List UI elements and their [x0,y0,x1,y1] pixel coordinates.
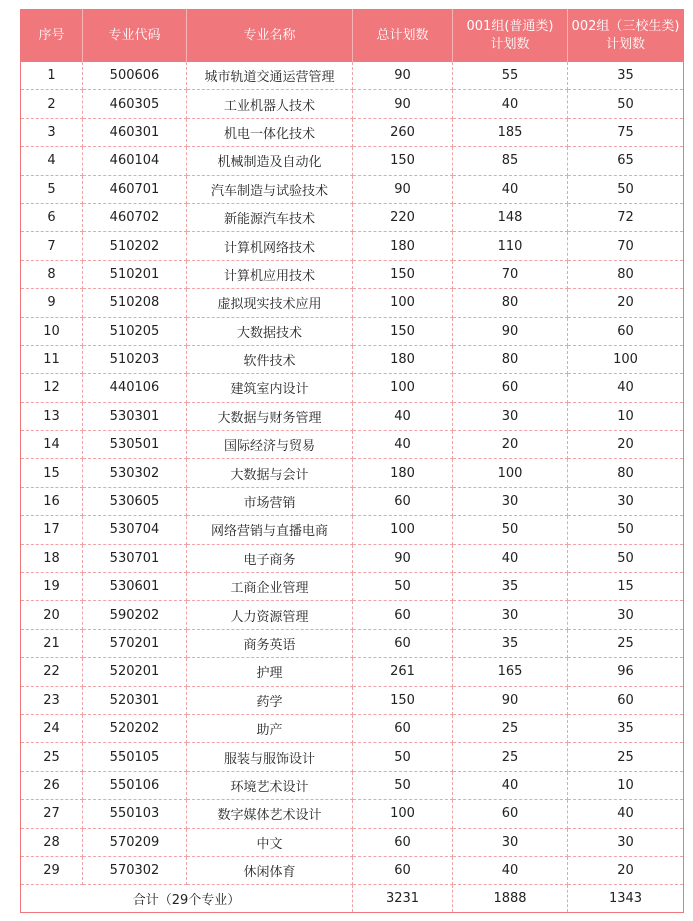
cell-group-002: 80 [568,260,684,288]
total-label: 合计（29个专业） [21,885,353,913]
cell-group-001: 60 [453,374,568,402]
cell-code: 530704 [83,516,187,544]
cell-code: 520201 [83,658,187,686]
cell-code: 590202 [83,601,187,629]
cell-seq: 18 [21,544,83,572]
cell-code: 530301 [83,402,187,430]
cell-total: 100 [353,516,453,544]
cell-seq: 26 [21,771,83,799]
cell-code: 460305 [83,90,187,118]
cell-name: 市场营销 [187,487,353,515]
cell-code: 500606 [83,62,187,90]
cell-group-002: 80 [568,459,684,487]
cell-name: 新能源汽车技术 [187,203,353,231]
cell-group-002: 25 [568,743,684,771]
header-group-002 [568,9,684,62]
cell-name: 助产 [187,714,353,742]
cell-group-002: 50 [568,175,684,203]
cell-seq: 27 [21,800,83,828]
cell-group-001: 90 [453,686,568,714]
cell-code: 570201 [83,629,187,657]
cell-total: 60 [353,856,453,884]
cell-group-001: 20 [453,431,568,459]
cell-seq: 5 [21,175,83,203]
cell-name: 工业机器人技术 [187,90,353,118]
cell-seq: 11 [21,345,83,373]
cell-code: 530601 [83,573,187,601]
cell-group-002: 40 [568,800,684,828]
cell-seq: 1 [21,62,83,90]
cell-group-001: 25 [453,714,568,742]
cell-group-002: 72 [568,203,684,231]
cell-group-001: 165 [453,658,568,686]
cell-code: 530302 [83,459,187,487]
cell-group-002: 65 [568,147,684,175]
cell-group-001: 30 [453,402,568,430]
cell-code: 440106 [83,374,187,402]
cell-code: 510201 [83,260,187,288]
cell-group-001: 40 [453,771,568,799]
cell-total: 50 [353,743,453,771]
cell-seq: 19 [21,573,83,601]
cell-group-002: 30 [568,601,684,629]
cell-name: 网络营销与直播电商 [187,516,353,544]
cell-group-002: 20 [568,431,684,459]
cell-total: 180 [353,345,453,373]
cell-total: 90 [353,90,453,118]
cell-group-001: 30 [453,487,568,515]
cell-seq: 9 [21,289,83,317]
cell-group-001: 50 [453,516,568,544]
table-row [21,289,684,317]
cell-seq: 23 [21,686,83,714]
table-footer [21,885,684,913]
cell-group-002: 60 [568,317,684,345]
table-row [21,800,684,828]
cell-name: 商务英语 [187,629,353,657]
cell-total: 100 [353,800,453,828]
cell-seq: 21 [21,629,83,657]
cell-total: 60 [353,714,453,742]
cell-group-001: 185 [453,118,568,146]
table-row [21,856,684,884]
cell-group-001: 100 [453,459,568,487]
cell-total: 150 [353,260,453,288]
cell-group-001: 80 [453,289,568,317]
table-row [21,516,684,544]
cell-group-001: 25 [453,743,568,771]
cell-group-002: 20 [568,289,684,317]
cell-name: 服装与服饰设计 [187,743,353,771]
cell-group-002: 100 [568,345,684,373]
cell-name: 电子商务 [187,544,353,572]
cell-code: 460702 [83,203,187,231]
cell-name: 软件技术 [187,345,353,373]
table-row [21,62,684,90]
cell-total: 150 [353,686,453,714]
cell-seq: 20 [21,601,83,629]
table-row [21,147,684,175]
cell-group-002: 15 [568,573,684,601]
cell-name: 机电一体化技术 [187,118,353,146]
cell-group-002: 35 [568,714,684,742]
header-group-002-line1: 002组（三校生类) [571,18,680,34]
cell-group-001: 70 [453,260,568,288]
cell-group-002: 30 [568,487,684,515]
cell-group-001: 85 [453,147,568,175]
table-row [21,771,684,799]
table-row [21,118,684,146]
cell-total: 260 [353,118,453,146]
cell-name: 国际经济与贸易 [187,431,353,459]
cell-seq: 4 [21,147,83,175]
table-row [21,402,684,430]
cell-code: 460701 [83,175,187,203]
cell-group-002: 30 [568,828,684,856]
cell-seq: 14 [21,431,83,459]
table-row [21,828,684,856]
table-row [21,601,684,629]
header-name: 专业名称 [187,9,353,62]
cell-code: 530501 [83,431,187,459]
header-group-001-line2: 计划数 [490,36,530,52]
cell-seq: 2 [21,90,83,118]
cell-name: 休闲体育 [187,856,353,884]
cell-code: 510203 [83,345,187,373]
table-row [21,203,684,231]
cell-name: 大数据技术 [187,317,353,345]
cell-code: 550105 [83,743,187,771]
cell-name: 虚拟现实技术应用 [187,289,353,317]
cell-name: 中文 [187,828,353,856]
cell-total: 150 [353,317,453,345]
cell-group-001: 80 [453,345,568,373]
cell-name: 人力资源管理 [187,601,353,629]
cell-group-002: 50 [568,544,684,572]
cell-seq: 12 [21,374,83,402]
table-row [21,743,684,771]
cell-seq: 17 [21,516,83,544]
table-row [21,260,684,288]
total-group-001: 1888 [453,885,568,913]
table-row [21,431,684,459]
total-group-002: 1343 [568,885,684,913]
cell-code: 550103 [83,800,187,828]
cell-code: 570302 [83,856,187,884]
cell-name: 计算机网络技术 [187,232,353,260]
cell-total: 100 [353,374,453,402]
cell-seq: 24 [21,714,83,742]
cell-code: 510205 [83,317,187,345]
cell-seq: 10 [21,317,83,345]
cell-total: 50 [353,771,453,799]
cell-name: 大数据与财务管理 [187,402,353,430]
enrollment-plan-table [20,9,684,913]
cell-group-001: 40 [453,544,568,572]
cell-group-002: 35 [568,62,684,90]
cell-total: 90 [353,544,453,572]
cell-seq: 8 [21,260,83,288]
cell-name: 城市轨道交通运营管理 [187,62,353,90]
cell-total: 60 [353,629,453,657]
cell-seq: 15 [21,459,83,487]
table-row [21,232,684,260]
cell-group-001: 30 [453,601,568,629]
cell-code: 520301 [83,686,187,714]
cell-group-002: 25 [568,629,684,657]
cell-group-001: 35 [453,573,568,601]
cell-group-001: 40 [453,175,568,203]
header-seq: 序号 [21,9,83,62]
cell-name: 计算机应用技术 [187,260,353,288]
table-row [21,714,684,742]
cell-seq: 22 [21,658,83,686]
cell-code: 550106 [83,771,187,799]
cell-group-001: 90 [453,317,568,345]
cell-group-002: 10 [568,771,684,799]
cell-code: 520202 [83,714,187,742]
header-code: 专业代码 [83,9,187,62]
table-body [21,62,684,885]
cell-seq: 25 [21,743,83,771]
table-row [21,175,684,203]
cell-total: 100 [353,289,453,317]
cell-code: 510202 [83,232,187,260]
cell-total: 90 [353,175,453,203]
cell-group-001: 40 [453,90,568,118]
cell-total: 60 [353,487,453,515]
cell-total: 40 [353,402,453,430]
cell-total: 90 [353,62,453,90]
cell-total: 180 [353,232,453,260]
cell-name: 机械制造及自动化 [187,147,353,175]
cell-name: 药学 [187,686,353,714]
cell-name: 大数据与会计 [187,459,353,487]
table-row [21,459,684,487]
cell-code: 510208 [83,289,187,317]
cell-group-002: 50 [568,516,684,544]
cell-group-001: 30 [453,828,568,856]
cell-group-002: 60 [568,686,684,714]
cell-name: 汽车制造与试验技术 [187,175,353,203]
cell-name: 数字媒体艺术设计 [187,800,353,828]
cell-code: 460301 [83,118,187,146]
cell-group-001: 110 [453,232,568,260]
cell-group-001: 60 [453,800,568,828]
table-row [21,374,684,402]
cell-seq: 6 [21,203,83,231]
cell-name: 建筑室内设计 [187,374,353,402]
cell-group-002: 40 [568,374,684,402]
table-row [21,629,684,657]
cell-total: 220 [353,203,453,231]
header-group-001 [453,9,568,62]
table-row [21,573,684,601]
cell-code: 570209 [83,828,187,856]
cell-seq: 13 [21,402,83,430]
header-total: 总计划数 [353,9,453,62]
cell-seq: 28 [21,828,83,856]
table-header [21,9,684,62]
cell-seq: 16 [21,487,83,515]
table-row [21,90,684,118]
cell-total: 60 [353,828,453,856]
table-row [21,686,684,714]
cell-code: 460104 [83,147,187,175]
cell-seq: 29 [21,856,83,884]
cell-total: 150 [353,147,453,175]
cell-group-002: 10 [568,402,684,430]
cell-total: 60 [353,601,453,629]
cell-total: 40 [353,431,453,459]
cell-code: 530701 [83,544,187,572]
cell-name: 护理 [187,658,353,686]
header-group-002-line2: 计划数 [605,36,645,52]
table-row [21,317,684,345]
cell-total: 180 [353,459,453,487]
cell-group-002: 20 [568,856,684,884]
cell-group-002: 50 [568,90,684,118]
enrollment-plan-table-container [20,9,683,913]
table-row [21,658,684,686]
cell-code: 530605 [83,487,187,515]
cell-group-002: 70 [568,232,684,260]
table-row [21,345,684,373]
cell-seq: 3 [21,118,83,146]
table-row [21,487,684,515]
cell-group-002: 75 [568,118,684,146]
cell-name: 环境艺术设计 [187,771,353,799]
cell-group-001: 148 [453,203,568,231]
total-plan: 3231 [353,885,453,913]
cell-total: 261 [353,658,453,686]
cell-group-001: 55 [453,62,568,90]
cell-group-001: 35 [453,629,568,657]
cell-group-002: 96 [568,658,684,686]
total-row [21,885,684,913]
cell-seq: 7 [21,232,83,260]
table-row [21,544,684,572]
header-group-001-line1: 001组(普通类) [466,18,554,34]
cell-group-001: 40 [453,856,568,884]
cell-total: 50 [353,573,453,601]
cell-name: 工商企业管理 [187,573,353,601]
